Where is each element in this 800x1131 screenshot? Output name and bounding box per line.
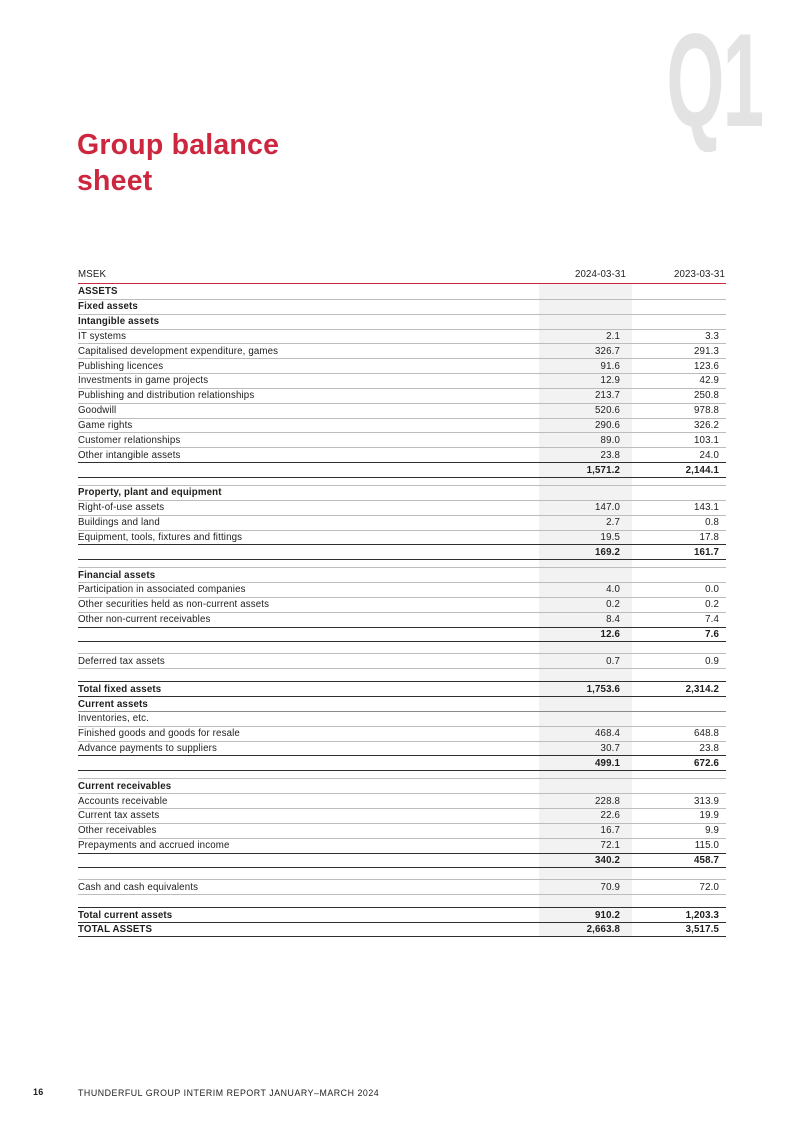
row-value-2024: 12.9 bbox=[600, 375, 620, 387]
row-value-2024: 22.6 bbox=[600, 810, 620, 822]
footer-report-title: THUNDERFUL GROUP INTERIM REPORT JANUARY–MARCH 2024 bbox=[78, 1087, 380, 1098]
table-body bbox=[78, 284, 726, 937]
row-value-2024: 4.0 bbox=[606, 584, 620, 596]
row-label: Inventories, etc. bbox=[78, 713, 149, 725]
table-row bbox=[78, 299, 726, 314]
table-row bbox=[78, 582, 726, 597]
table-row bbox=[78, 462, 726, 477]
row-value-2024: 290.6 bbox=[595, 420, 620, 432]
row-label: IT systems bbox=[78, 330, 127, 342]
row-value-2023: 2,314.2 bbox=[685, 683, 719, 695]
table-row bbox=[78, 597, 726, 612]
table-row bbox=[78, 808, 726, 823]
row-label: ASSETS bbox=[78, 285, 118, 297]
column-header-2024: 2024-03-31 bbox=[574, 269, 626, 280]
row-label: Deferred tax assets bbox=[78, 655, 165, 667]
row-value-2023: 0.0 bbox=[705, 584, 719, 596]
table-row bbox=[78, 373, 726, 388]
row-value-2023: 123.6 bbox=[694, 360, 719, 372]
table-row bbox=[78, 329, 726, 344]
row-value-2023: 978.8 bbox=[694, 405, 719, 417]
row-value-2023: 313.9 bbox=[694, 795, 719, 807]
row-label: Other receivables bbox=[78, 825, 157, 837]
row-value-2024: 2,663.8 bbox=[586, 923, 620, 935]
row-value-2023: 458.7 bbox=[694, 854, 719, 866]
row-value-2023: 3,517.5 bbox=[685, 923, 719, 935]
row-value-2024: 910.2 bbox=[595, 909, 620, 921]
row-label: TOTAL ASSETS bbox=[78, 923, 153, 935]
row-value-2023: 672.6 bbox=[694, 757, 719, 769]
table-row bbox=[78, 755, 726, 770]
unit-label: MSEK bbox=[78, 269, 107, 280]
table-row bbox=[78, 653, 726, 668]
row-label: Other intangible assets bbox=[78, 449, 181, 461]
row-value-2023: 17.8 bbox=[699, 531, 719, 543]
table-row bbox=[78, 418, 726, 433]
table-row bbox=[78, 388, 726, 403]
row-label: Right-of-use assets bbox=[78, 502, 165, 514]
balance-sheet-table bbox=[78, 263, 726, 937]
row-label: Customer relationships bbox=[78, 434, 181, 446]
table-spacer-row bbox=[78, 641, 726, 653]
row-value-2023: 2,144.1 bbox=[685, 464, 719, 476]
table-row bbox=[78, 403, 726, 418]
table-row bbox=[78, 314, 726, 329]
row-value-2023: 0.8 bbox=[705, 517, 719, 529]
row-value-2023: 103.1 bbox=[694, 434, 719, 446]
row-value-2023: 3.3 bbox=[705, 330, 719, 342]
row-label: Publishing and distribution relationships bbox=[78, 390, 255, 402]
row-label: Accounts receivable bbox=[78, 795, 168, 807]
row-label: Publishing licences bbox=[78, 360, 164, 372]
row-value-2024: 91.6 bbox=[600, 360, 620, 372]
row-label: Current tax assets bbox=[78, 810, 160, 822]
table-row bbox=[78, 627, 726, 642]
table-row bbox=[78, 793, 726, 808]
row-value-2024: 8.4 bbox=[606, 614, 620, 626]
table-spacer-row bbox=[78, 477, 726, 485]
row-value-2023: 23.8 bbox=[699, 743, 719, 755]
table-row bbox=[78, 696, 726, 711]
row-label: Other securities held as non-current assets bbox=[78, 599, 270, 611]
q1-watermark: Q1 bbox=[666, 7, 762, 155]
row-value-2023: 0.2 bbox=[705, 599, 719, 611]
row-value-2024: 30.7 bbox=[600, 743, 620, 755]
table-row bbox=[78, 741, 726, 756]
table-row bbox=[78, 284, 726, 299]
table-row bbox=[78, 544, 726, 559]
table-row bbox=[78, 853, 726, 868]
table-spacer-row bbox=[78, 668, 726, 681]
row-value-2023: 0.9 bbox=[705, 655, 719, 667]
page-title: Group balance sheet bbox=[77, 129, 280, 197]
row-value-2024: 0.2 bbox=[606, 599, 620, 611]
row-label: Capitalised development expenditure, games bbox=[78, 345, 279, 357]
row-label: Total current assets bbox=[78, 909, 173, 921]
table-row bbox=[78, 907, 726, 922]
table-spacer-row bbox=[78, 559, 726, 567]
row-value-2023: 7.4 bbox=[705, 614, 719, 626]
row-label: Advance payments to suppliers bbox=[78, 743, 217, 755]
table-spacer-row bbox=[78, 867, 726, 879]
row-value-2023: 24.0 bbox=[699, 449, 719, 461]
table-row bbox=[78, 711, 726, 726]
row-value-2023: 648.8 bbox=[694, 728, 719, 740]
row-value-2023: 19.9 bbox=[699, 810, 719, 822]
table-row bbox=[78, 485, 726, 500]
table-row bbox=[78, 726, 726, 741]
table-row bbox=[78, 343, 726, 358]
table-row bbox=[78, 515, 726, 530]
table-row bbox=[78, 500, 726, 515]
table-spacer-row bbox=[78, 770, 726, 778]
row-value-2023: 42.9 bbox=[699, 375, 719, 387]
table-row bbox=[78, 879, 726, 894]
row-value-2024: 326.7 bbox=[595, 345, 620, 357]
row-value-2023: 1,203.3 bbox=[685, 909, 719, 921]
table-row bbox=[78, 447, 726, 462]
row-value-2024: 19.5 bbox=[600, 531, 620, 543]
row-value-2024: 213.7 bbox=[595, 390, 620, 402]
row-value-2024: 70.9 bbox=[600, 881, 620, 893]
row-value-2023: 326.2 bbox=[694, 420, 719, 432]
row-value-2024: 2.7 bbox=[606, 517, 620, 529]
row-label: Game rights bbox=[78, 420, 133, 432]
row-value-2024: 169.2 bbox=[595, 546, 620, 558]
row-value-2023: 161.7 bbox=[694, 546, 719, 558]
row-value-2024: 340.2 bbox=[595, 854, 620, 866]
row-value-2023: 250.8 bbox=[694, 390, 719, 402]
row-label: Current receivables bbox=[78, 780, 172, 792]
column-header-2023: 2023-03-31 bbox=[673, 269, 725, 280]
row-label: Other non-current receivables bbox=[78, 614, 211, 626]
row-label: Fixed assets bbox=[78, 301, 138, 313]
row-value-2024: 520.6 bbox=[595, 405, 620, 417]
row-value-2024: 72.1 bbox=[600, 840, 620, 852]
row-label: Prepayments and accrued income bbox=[78, 840, 230, 852]
table-row bbox=[78, 530, 726, 545]
table-spacer-row bbox=[78, 894, 726, 907]
row-label: Finished goods and goods for resale bbox=[78, 728, 240, 740]
row-label: Cash and cash equivalents bbox=[78, 881, 199, 893]
table-header-row bbox=[78, 263, 726, 284]
row-value-2023: 9.9 bbox=[705, 825, 719, 837]
row-value-2023: 291.3 bbox=[694, 345, 719, 357]
row-value-2024: 1,753.6 bbox=[586, 683, 620, 695]
row-value-2024: 89.0 bbox=[600, 434, 620, 446]
row-label: Equipment, tools, fixtures and fittings bbox=[78, 531, 243, 543]
row-value-2024: 16.7 bbox=[600, 825, 620, 837]
row-value-2024: 228.8 bbox=[595, 795, 620, 807]
row-value-2023: 72.0 bbox=[699, 881, 719, 893]
row-value-2024: 499.1 bbox=[595, 757, 620, 769]
table-rows bbox=[78, 284, 726, 937]
row-value-2023: 115.0 bbox=[694, 840, 719, 852]
row-value-2024: 12.6 bbox=[600, 628, 620, 640]
row-value-2024: 147.0 bbox=[595, 502, 620, 514]
table-row bbox=[78, 922, 726, 937]
row-value-2024: 2.1 bbox=[606, 330, 620, 342]
table-row bbox=[78, 612, 726, 627]
table-row bbox=[78, 432, 726, 447]
table-row bbox=[78, 838, 726, 853]
table-row bbox=[78, 681, 726, 696]
row-value-2024: 0.7 bbox=[606, 655, 620, 667]
row-label: Buildings and land bbox=[78, 517, 160, 529]
table-row bbox=[78, 358, 726, 373]
row-label: Total fixed assets bbox=[78, 683, 162, 695]
row-label: Intangible assets bbox=[78, 316, 160, 328]
row-label: Goodwill bbox=[78, 405, 117, 417]
row-label: Property, plant and equipment bbox=[78, 487, 222, 499]
row-value-2024: 1,571.2 bbox=[586, 464, 620, 476]
table-row bbox=[78, 823, 726, 838]
table-row bbox=[78, 567, 726, 582]
row-label: Financial assets bbox=[78, 569, 156, 581]
page-number: 16 bbox=[33, 1087, 44, 1097]
table-row bbox=[78, 778, 726, 793]
row-value-2024: 23.8 bbox=[600, 449, 620, 461]
row-value-2023: 7.6 bbox=[705, 628, 719, 640]
row-label: Participation in associated companies bbox=[78, 584, 246, 596]
row-value-2024: 468.4 bbox=[595, 728, 620, 740]
row-label: Investments in game projects bbox=[78, 375, 209, 387]
row-value-2023: 143.1 bbox=[694, 502, 719, 514]
row-label: Current assets bbox=[78, 698, 148, 710]
